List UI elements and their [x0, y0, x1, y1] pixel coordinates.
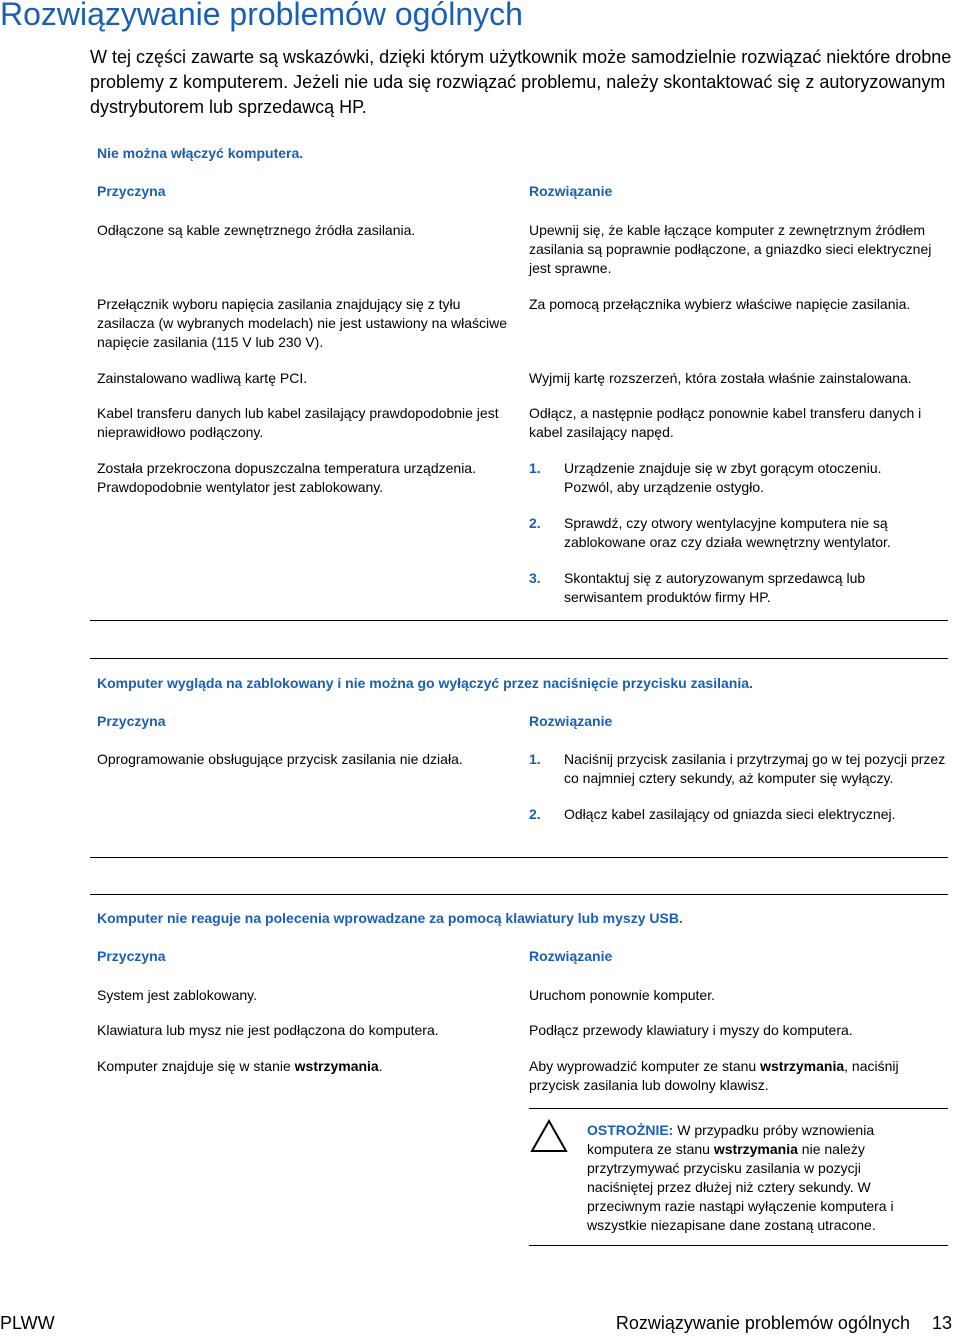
- step-item: [529, 569, 929, 607]
- solution-cell: Uruchom ponownie komputer.: [529, 987, 715, 1003]
- column-header-cause: Przyczyna: [97, 948, 166, 964]
- page-title: Rozwiązywanie problemów ogólnych: [0, 0, 523, 32]
- solution-cell: Upewnij się, że kable łączące komputer z zewnętrznym źródłem zasilania są poprawnie podłączone, a gniazdko sieci elektrycznej jest sprawne.: [529, 222, 932, 276]
- solution-steps: [529, 459, 929, 607]
- text-run: W przypadku próby wznowienia komputera ze stanu: [587, 1122, 875, 1157]
- text-run: , naciśnij przycisk zasilania lub dowolny klawisz.: [529, 1058, 899, 1093]
- text-run: Komputer znajduje się w stanie: [97, 1058, 295, 1074]
- text-bold: wstrzymania: [294, 1058, 379, 1074]
- column-header-cause: Przyczyna: [97, 713, 166, 729]
- step-number: 2.: [529, 515, 541, 531]
- caution-text: [587, 1121, 927, 1235]
- cause-cell: Zainstalowano wadliwą kartę PCI.: [97, 370, 308, 386]
- column-header-solution: Rozwiązanie: [529, 183, 613, 199]
- solution-cell: Podłącz przewody klawiatury i myszy do komputera.: [529, 1022, 853, 1038]
- divider: [90, 857, 948, 858]
- cause-cell: Odłączone są kable zewnętrznego źródła zasilania.: [97, 222, 416, 238]
- footer-title: Rozwiązywanie problemów ogólnych: [615, 1313, 910, 1333]
- section-title: Komputer nie reaguje na polecenia wprowadzane za pomocą klawiatury lub myszy USB.: [97, 910, 683, 926]
- cause-cell: System jest zablokowany.: [97, 987, 258, 1003]
- caution-bottom-rule: [529, 1245, 948, 1246]
- footer-left: PLWW: [0, 1313, 55, 1333]
- step-text: Odłącz kabel zasilający od gniazda sieci elektrycznej.: [564, 806, 896, 822]
- divider: [90, 894, 948, 895]
- caution-label: OSTROŻNIE:: [587, 1122, 674, 1138]
- step-text: Skontaktuj się z autoryzowanym sprzedawcą lub serwisantem produktów firmy HP.: [564, 570, 866, 605]
- step-item: [529, 514, 929, 552]
- text-run: Aby wyprowadzić komputer ze stanu: [529, 1058, 761, 1074]
- step-number: 1.: [529, 751, 541, 767]
- cause-cell: Klawiatura lub mysz nie jest podłączona do komputera.: [97, 1022, 439, 1038]
- cause-cell: Przełącznik wyboru napięcia zasilania znajdujący się z tyłu zasilacza (w wybranych modelach) nie jest ustawiony na właściwe napięcie zasilania (115 V lub 230 V).: [97, 296, 508, 350]
- section-title: Komputer wygląda na zablokowany i nie można go wyłączyć przez naciśnięcie przycisku zasilania.: [97, 675, 753, 691]
- intro-paragraph: W tej części zawarte są wskazówki, dzięki którym użytkownik może samodzielnie rozwiązać niektóre drobne problemy z komputerem. Jeżeli nie uda się rozwiązać problemu, należy skontaktować się z autoryzowanym dystrybutorem lub sprzedawcą HP.: [90, 47, 952, 117]
- solution-cell: Wyjmij kartę rozszerzeń, która została właśnie zainstalowana.: [529, 370, 912, 386]
- text-bold: wstrzymania: [760, 1058, 845, 1074]
- cause-cell: [97, 1057, 517, 1076]
- solution-cell: Odłącz, a następnie podłącz ponownie kabel transferu danych i kabel zasilający napęd.: [529, 405, 922, 440]
- step-text: Naciśnij przycisk zasilania i przytrzymaj go w tej pozycji przez co najmniej cztery sekundy, aż komputer się wyłączy.: [564, 751, 946, 786]
- solution-cell: Za pomocą przełącznika wybierz właściwe napięcie zasilania.: [529, 296, 911, 312]
- step-text: Urządzenie znajduje się w zbyt gorącym otoczeniu. Pozwól, aby urządzenie ostygło.: [564, 460, 882, 495]
- solution-steps: [529, 750, 949, 824]
- warning-triangle-icon: [529, 1118, 569, 1154]
- step-number: 2.: [529, 806, 541, 822]
- text-run: .: [378, 1058, 383, 1074]
- caution-top-rule: [529, 1108, 948, 1109]
- step-item: [529, 750, 949, 788]
- step-number: 3.: [529, 570, 541, 586]
- step-text: Sprawdź, czy otwory wentylacyjne komputera nie są zablokowane oraz czy działa wewnętrzny wentylator.: [564, 515, 891, 550]
- text-bold: wstrzymania: [713, 1141, 798, 1157]
- column-header-solution: Rozwiązanie: [529, 948, 613, 964]
- step-item: [529, 459, 929, 497]
- section-title: Nie można włączyć komputera.: [97, 145, 304, 161]
- cause-cell: Oprogramowanie obsługujące przycisk zasilania nie działa.: [97, 751, 463, 767]
- cause-cell: Kabel transferu danych lub kabel zasilający prawdopodobnie jest nieprawidłowo podłączony.: [97, 405, 499, 440]
- cause-cell: Została przekroczona dopuszczalna temperatura urządzenia. Prawdopodobnie wentylator jest zablokowany.: [97, 460, 476, 495]
- column-header-solution: Rozwiązanie: [529, 713, 613, 729]
- solution-cell: [529, 1057, 949, 1095]
- step-item: [529, 805, 949, 824]
- text-run: nie należy przytrzymywać przycisku zasilania w pozycji naciśniętej przez dłużej niż cztery sekundy. W przeciwnym razie nastąpi wyłączenie komputera i wszystkie niezapisane dane zostaną utracone.: [587, 1141, 894, 1233]
- divider: [90, 620, 948, 621]
- page-number: 13: [931, 1313, 952, 1333]
- column-header-cause: Przyczyna: [97, 183, 166, 199]
- divider: [90, 658, 948, 659]
- step-number: 1.: [529, 460, 541, 476]
